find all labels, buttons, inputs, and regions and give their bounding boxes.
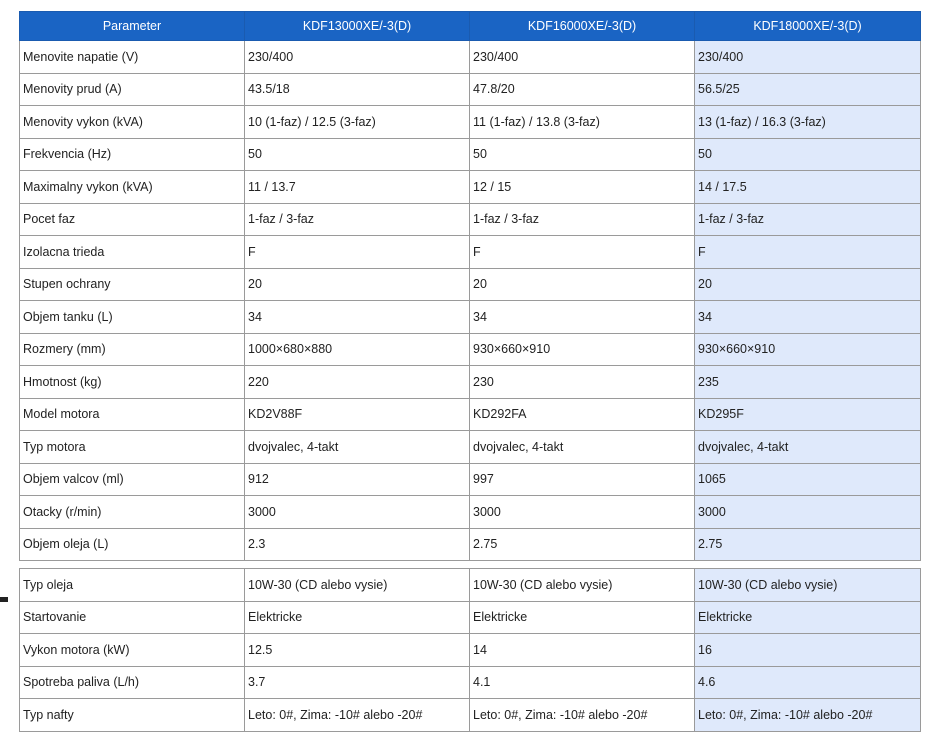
- value-cell: 11 (1-faz) / 13.8 (3-faz): [470, 106, 695, 139]
- parameter-label-cell: Menovity vykon (kVA): [20, 106, 245, 139]
- value-cell: 230/400: [470, 41, 695, 74]
- value-cell: 4.6: [695, 666, 921, 699]
- table-row: [20, 366, 921, 399]
- value-cell: F: [470, 236, 695, 269]
- parameter-label-cell: Objem oleja (L): [20, 528, 245, 561]
- value-cell: Leto: 0#, Zima: -10# alebo -20#: [470, 699, 695, 732]
- table-row: [20, 73, 921, 106]
- value-cell: 930×660×910: [470, 333, 695, 366]
- value-cell: dvojvalec, 4-takt: [245, 431, 470, 464]
- parameter-label-cell: Frekvencia (Hz): [20, 138, 245, 171]
- parameter-label-cell: Model motora: [20, 398, 245, 431]
- spec-table-main: [19, 11, 921, 561]
- table-row: [20, 569, 921, 602]
- value-cell: 47.8/20: [470, 73, 695, 106]
- table-row: [20, 106, 921, 139]
- value-cell: 12.5: [245, 634, 470, 667]
- parameter-label-cell: Typ nafty: [20, 699, 245, 732]
- value-cell: 912: [245, 463, 470, 496]
- value-cell: 50: [245, 138, 470, 171]
- value-cell: 20: [695, 268, 921, 301]
- value-cell: Leto: 0#, Zima: -10# alebo -20#: [245, 699, 470, 732]
- table-row: [20, 301, 921, 334]
- value-cell: 930×660×910: [695, 333, 921, 366]
- table-row: [20, 463, 921, 496]
- table-row: [20, 601, 921, 634]
- table-row: [20, 398, 921, 431]
- value-cell: 1065: [695, 463, 921, 496]
- parameter-label-cell: Startovanie: [20, 601, 245, 634]
- parameter-label-cell: Menovity prud (A): [20, 73, 245, 106]
- value-cell: 34: [245, 301, 470, 334]
- parameter-label-cell: Hmotnost (kg): [20, 366, 245, 399]
- parameter-label-cell: Menovite napatie (V): [20, 41, 245, 74]
- value-cell: 13 (1-faz) / 16.3 (3-faz): [695, 106, 921, 139]
- parameter-label-cell: Pocet faz: [20, 203, 245, 236]
- value-cell: 230: [470, 366, 695, 399]
- value-cell: dvojvalec, 4-takt: [470, 431, 695, 464]
- value-cell: 10 (1-faz) / 12.5 (3-faz): [245, 106, 470, 139]
- value-cell: 3000: [695, 496, 921, 529]
- value-cell: Leto: 0#, Zima: -10# alebo -20#: [695, 699, 921, 732]
- table-row: [20, 41, 921, 74]
- value-cell: 2.75: [470, 528, 695, 561]
- value-cell: 4.1: [470, 666, 695, 699]
- value-cell: 34: [470, 301, 695, 334]
- parameter-label-cell: Izolacna trieda: [20, 236, 245, 269]
- table-row: [20, 171, 921, 204]
- header-cell: Parameter: [20, 12, 245, 41]
- value-cell: 3.7: [245, 666, 470, 699]
- value-cell: 3000: [245, 496, 470, 529]
- value-cell: 34: [695, 301, 921, 334]
- value-cell: 1-faz / 3-faz: [245, 203, 470, 236]
- table-row: [20, 634, 921, 667]
- header-cell: KDF13000XE/-3(D): [245, 12, 470, 41]
- value-cell: KD295F: [695, 398, 921, 431]
- value-cell: 50: [695, 138, 921, 171]
- value-cell: 2.75: [695, 528, 921, 561]
- value-cell: F: [695, 236, 921, 269]
- value-cell: 43.5/18: [245, 73, 470, 106]
- value-cell: 10W-30 (CD alebo vysie): [470, 569, 695, 602]
- value-cell: F: [245, 236, 470, 269]
- header-cell: KDF18000XE/-3(D): [695, 12, 921, 41]
- table-row: [20, 666, 921, 699]
- header-cell: KDF16000XE/-3(D): [470, 12, 695, 41]
- parameter-label-cell: Typ oleja: [20, 569, 245, 602]
- value-cell: 10W-30 (CD alebo vysie): [245, 569, 470, 602]
- value-cell: 14 / 17.5: [695, 171, 921, 204]
- table-row: [20, 528, 921, 561]
- value-cell: 16: [695, 634, 921, 667]
- value-cell: 11 / 13.7: [245, 171, 470, 204]
- value-cell: 50: [470, 138, 695, 171]
- parameter-label-cell: Otacky (r/min): [20, 496, 245, 529]
- value-cell: KD2V88F: [245, 398, 470, 431]
- value-cell: 1000×680×880: [245, 333, 470, 366]
- value-cell: 220: [245, 366, 470, 399]
- table-header-row: [20, 12, 921, 41]
- value-cell: 3000: [470, 496, 695, 529]
- value-cell: Elektricke: [245, 601, 470, 634]
- spec-table-continued: [19, 568, 921, 732]
- value-cell: dvojvalec, 4-takt: [695, 431, 921, 464]
- value-cell: 2.3: [245, 528, 470, 561]
- parameter-label-cell: Stupen ochrany: [20, 268, 245, 301]
- table-row: [20, 496, 921, 529]
- value-cell: 20: [470, 268, 695, 301]
- table-row: [20, 268, 921, 301]
- table-row: [20, 138, 921, 171]
- value-cell: 14: [470, 634, 695, 667]
- parameter-label-cell: Spotreba paliva (L/h): [20, 666, 245, 699]
- value-cell: 12 / 15: [470, 171, 695, 204]
- left-edge-marker: [0, 597, 8, 602]
- parameter-label-cell: Objem tanku (L): [20, 301, 245, 334]
- table-row: [20, 699, 921, 732]
- value-cell: KD292FA: [470, 398, 695, 431]
- table-row: [20, 236, 921, 269]
- value-cell: 56.5/25: [695, 73, 921, 106]
- parameter-label-cell: Typ motora: [20, 431, 245, 464]
- table-row: [20, 333, 921, 366]
- value-cell: 230/400: [695, 41, 921, 74]
- value-cell: 10W-30 (CD alebo vysie): [695, 569, 921, 602]
- table-row: [20, 431, 921, 464]
- parameter-label-cell: Maximalny vykon (kVA): [20, 171, 245, 204]
- parameter-label-cell: Vykon motora (kW): [20, 634, 245, 667]
- value-cell: 20: [245, 268, 470, 301]
- value-cell: 1-faz / 3-faz: [470, 203, 695, 236]
- table-row: [20, 203, 921, 236]
- value-cell: 235: [695, 366, 921, 399]
- value-cell: Elektricke: [470, 601, 695, 634]
- parameter-label-cell: Objem valcov (ml): [20, 463, 245, 496]
- value-cell: Elektricke: [695, 601, 921, 634]
- value-cell: 230/400: [245, 41, 470, 74]
- value-cell: 997: [470, 463, 695, 496]
- value-cell: 1-faz / 3-faz: [695, 203, 921, 236]
- parameter-label-cell: Rozmery (mm): [20, 333, 245, 366]
